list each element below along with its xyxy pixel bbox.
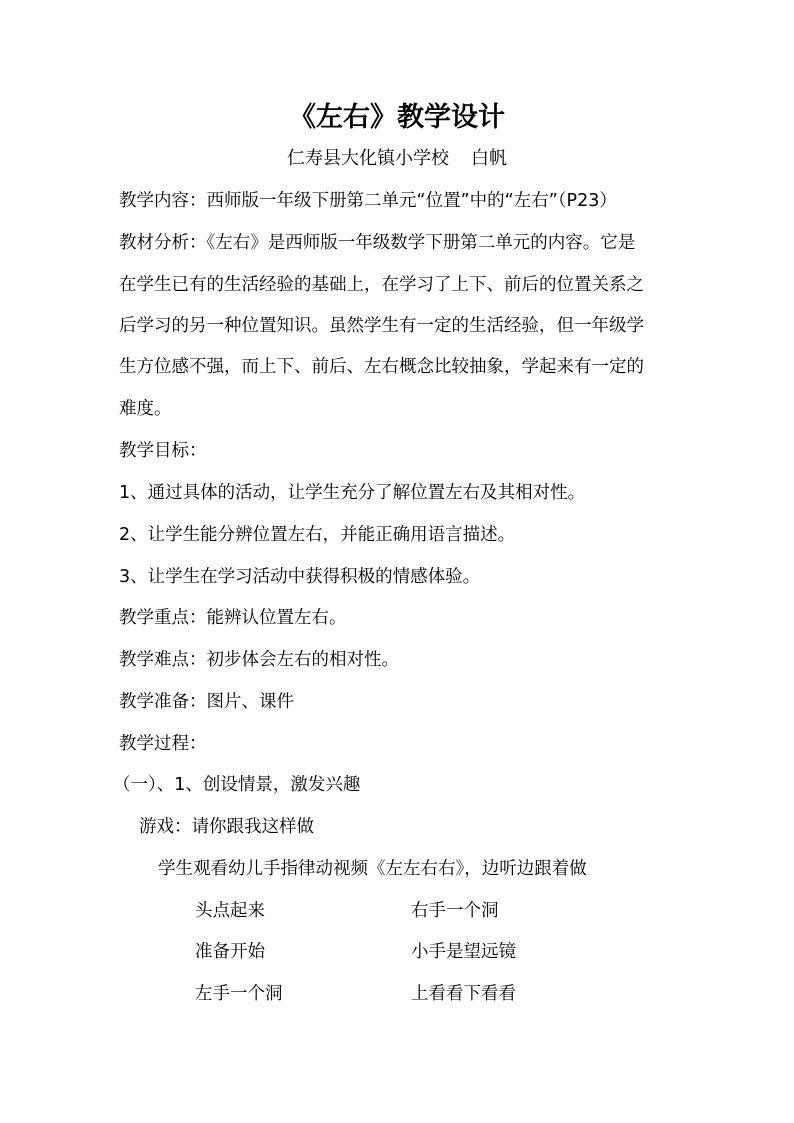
key-point: 教学重点：能辨认位置左右。	[119, 608, 347, 628]
process-heading: 教学过程：	[119, 734, 207, 754]
rhyme-right-line: 上看看下看看	[411, 984, 516, 1004]
rhyme-left-line: 左手一个洞	[195, 984, 283, 1004]
document-author	[0, 146, 794, 172]
author-school: 仁寿县大化镇小学校	[287, 148, 449, 169]
rhyme-left-line: 头点起来	[195, 901, 265, 921]
author-name: 白帆	[471, 148, 507, 169]
rhyme-left-line: 准备开始	[195, 942, 265, 962]
goal-item: 1、通过具体的活动，让学生充分了解位置左右及其相对性。	[119, 483, 586, 503]
analysis-line: 难度。	[119, 399, 172, 419]
rhyme-right-line: 右手一个洞	[411, 901, 499, 921]
document-title: 《左右》教学设计	[289, 102, 505, 133]
preparation: 教学准备：图片、课件	[119, 692, 294, 712]
goal-item: 3、让学生在学习活动中获得积极的情感体验。	[119, 567, 481, 587]
video-line: 学生观看幼儿手指律动视频《左左右右》，边听边跟着做	[158, 859, 587, 879]
goals-heading: 教学目标：	[119, 441, 207, 461]
goal-item: 2、让学生能分辨位置左右，并能正确用语言描述。	[119, 525, 516, 545]
game-line: 游戏：请你跟我这样做	[139, 817, 314, 837]
rhyme-right-line: 小手是望远镜	[411, 942, 516, 962]
teaching-content: 教学内容：西师版一年级下册第二单元“位置”中的“左右”（P23）	[119, 191, 617, 211]
process-step-one: （一）、1、创设情景，激发兴趣	[113, 775, 361, 795]
analysis-line: 在学生已有的生活经验的基础上，在学习了上下、前后的位置关系之	[119, 275, 644, 295]
analysis-line: 后学习的另一种位置知识。虽然学生有一定的生活经验，但一年级学	[119, 316, 644, 336]
difficult-point: 教学难点：初步体会左右的相对性。	[119, 650, 399, 670]
analysis-line: 教材分析：《左右》是西师版一年级数学下册第二单元的内容。它是	[119, 233, 636, 253]
analysis-line: 生方位感不强，而上下、前后、左右概念比较抽象，学起来有一定的	[119, 357, 644, 377]
